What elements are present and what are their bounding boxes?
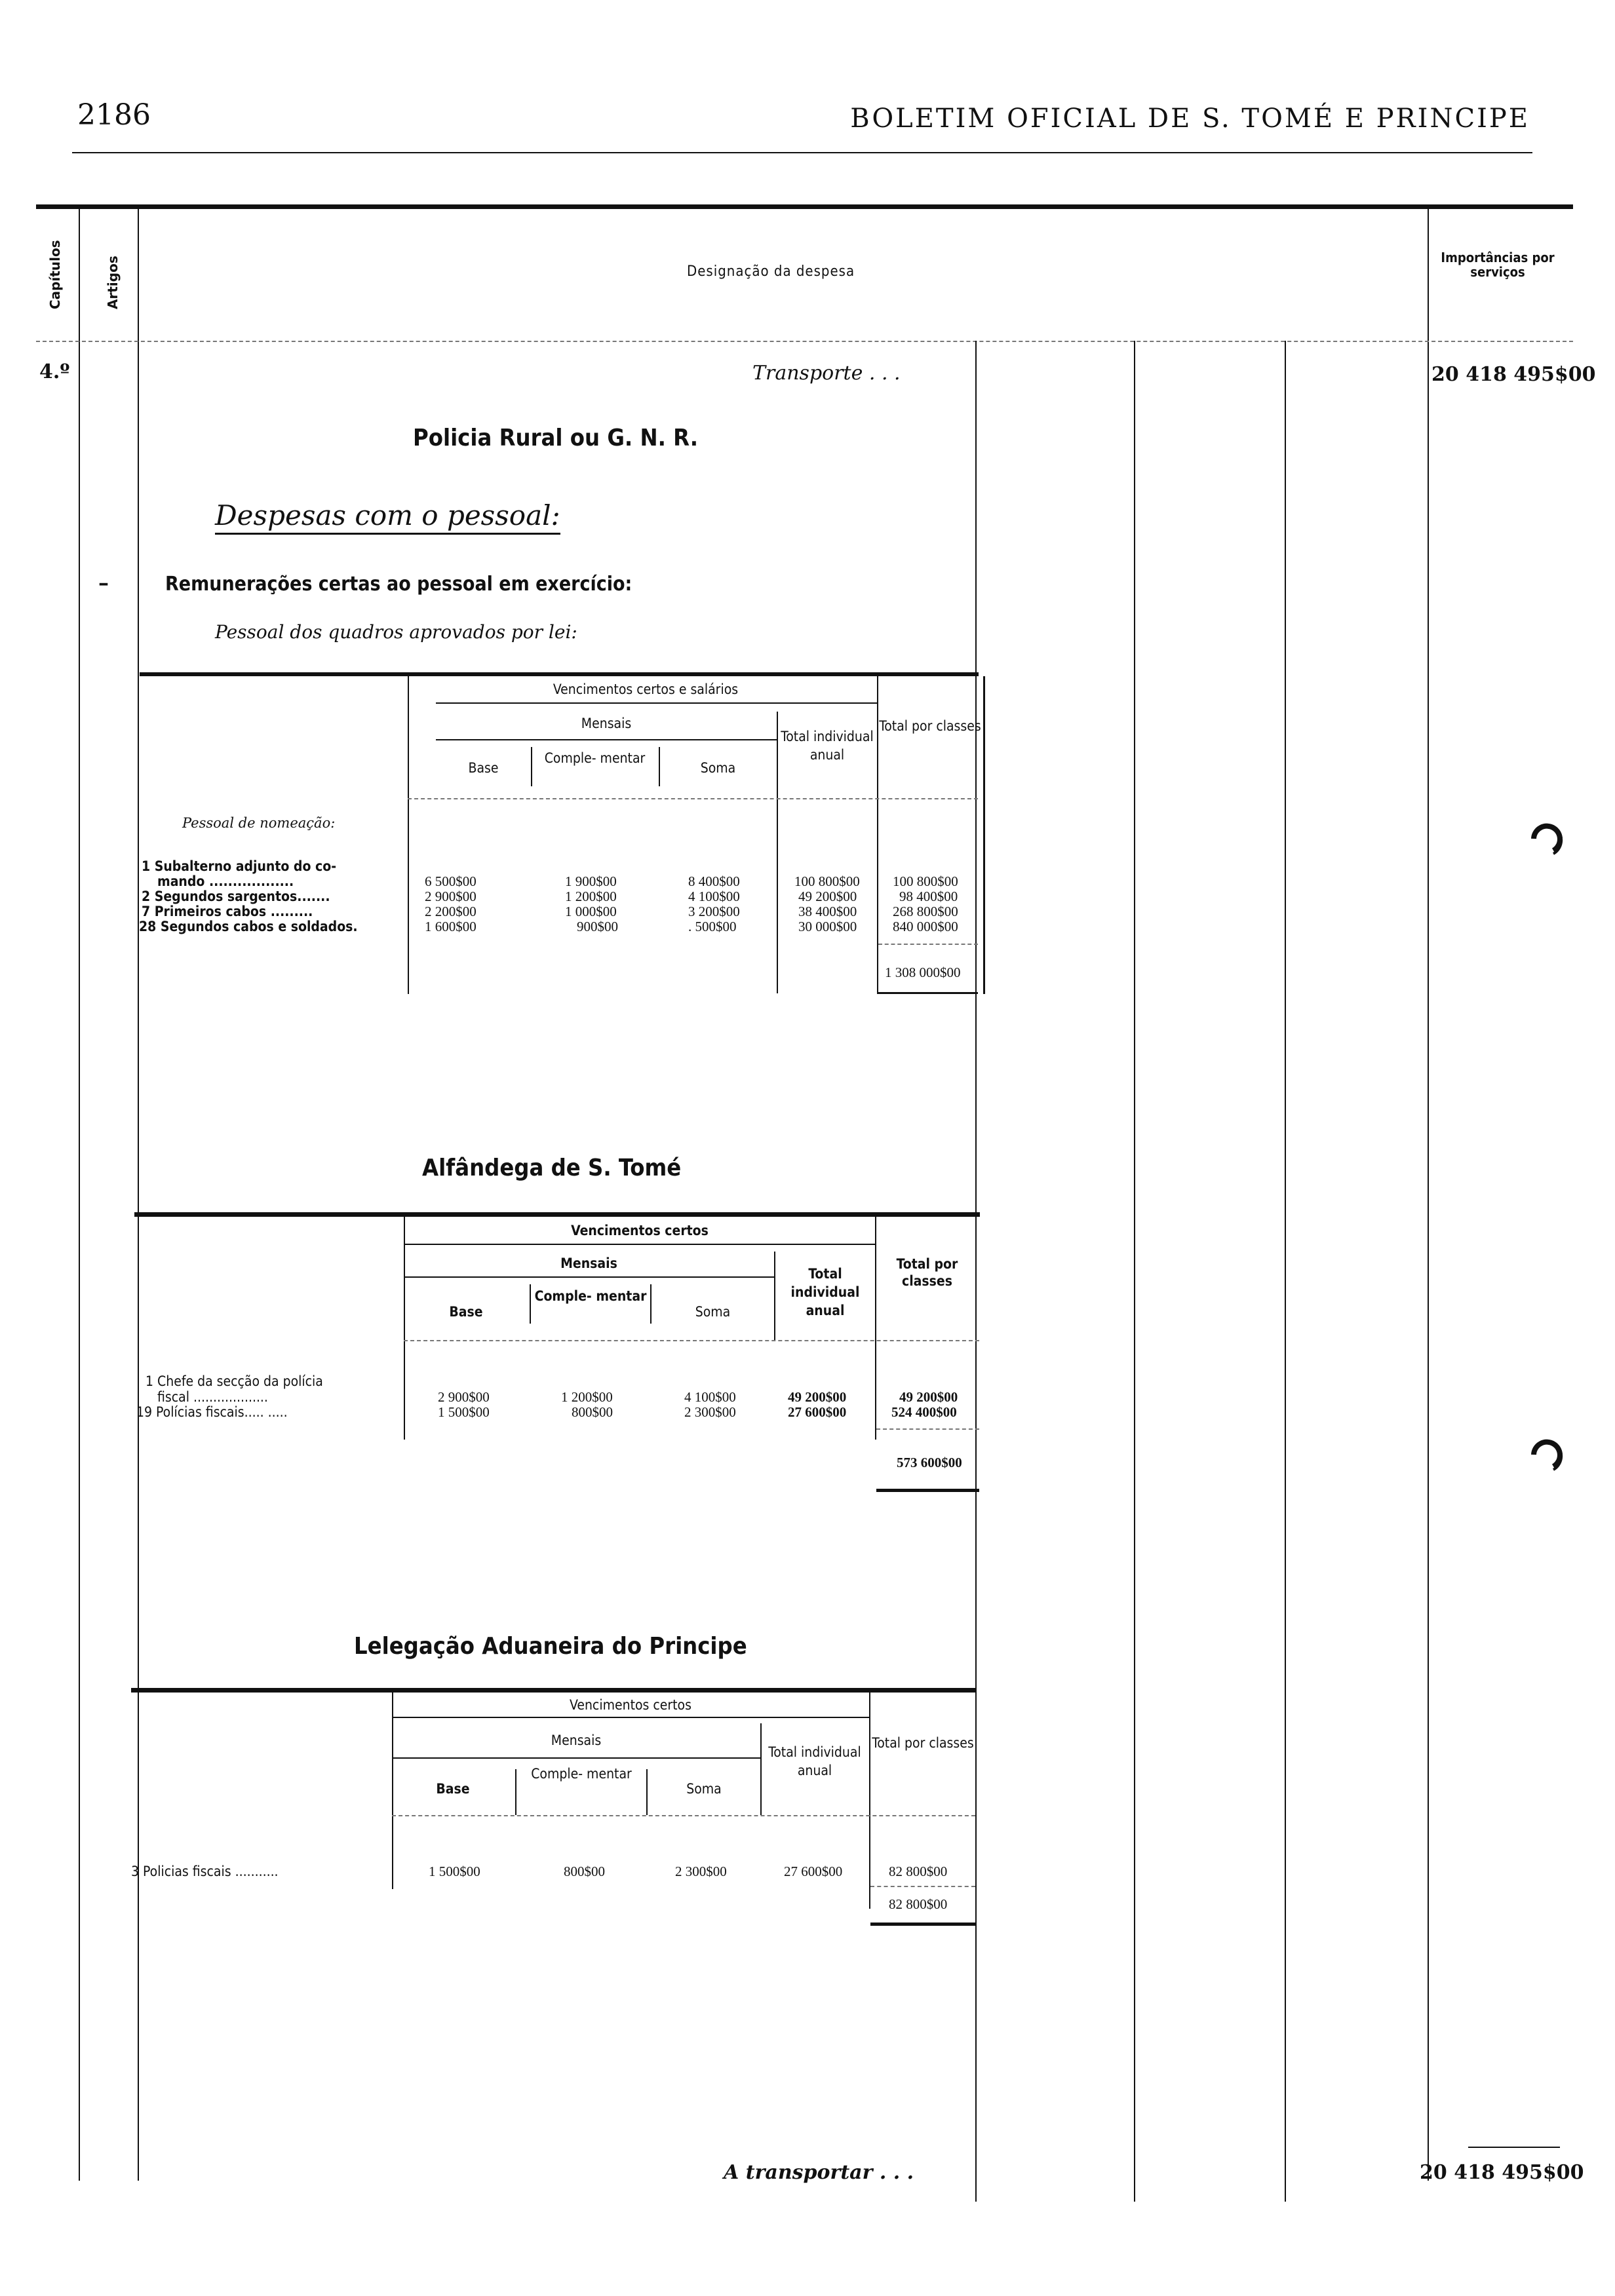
a-transportar-value: 20 418 495$00 bbox=[1420, 2161, 1584, 2184]
section1-heading: Remunerações certas ao pessoal em exercício: bbox=[165, 573, 632, 596]
t1-row2-anual: 38 400$00 bbox=[798, 904, 857, 919]
table-top-rule bbox=[36, 204, 1573, 209]
t1-row1-comp: 1 200$00 bbox=[565, 889, 617, 904]
col-importancias: Importâncias por serviços bbox=[1441, 250, 1555, 280]
t3-row0-base: 1 500$00 bbox=[429, 1864, 480, 1879]
t3-row0-soma: 2 300$00 bbox=[675, 1864, 727, 1879]
header-rule bbox=[72, 152, 1532, 153]
t1-row0-anual: 100 800$00 bbox=[794, 873, 860, 889]
t1-col-anual: Total individual anual bbox=[781, 729, 874, 763]
t1-group-header: Vencimentos certos e salários bbox=[553, 681, 739, 697]
t2-col-soma: Soma bbox=[695, 1304, 731, 1320]
section1-title: Policia Rural ou G. N. R. bbox=[413, 425, 699, 451]
t2-row1-classes: 524 400$00 bbox=[891, 1404, 957, 1420]
t1-col-soma: Soma bbox=[700, 760, 736, 776]
t3-col-anual: Total individual anual bbox=[768, 1744, 861, 1778]
transporte-value: 20 418 495$00 bbox=[1431, 363, 1596, 386]
t1-col-comp: Comple- mentar bbox=[544, 750, 646, 766]
t2-row0-base: 2 900$00 bbox=[438, 1389, 490, 1405]
punch-hole-icon bbox=[1521, 1428, 1573, 1481]
t2-total: 573 600$00 bbox=[897, 1455, 962, 1470]
t1-row3-classes: 840 000$00 bbox=[893, 919, 958, 934]
t3-row0-label1: 3 Policias fiscais ........... bbox=[131, 1864, 279, 1879]
section1-artigo: – bbox=[98, 570, 109, 595]
t1-row2-comp: 1 000$00 bbox=[565, 904, 617, 919]
t3-total: 82 800$00 bbox=[889, 1896, 948, 1912]
t3-group-header: Vencimentos certos bbox=[570, 1697, 691, 1713]
t1-col-base: Base bbox=[468, 760, 499, 776]
t3-col-comp: Comple- mentar bbox=[531, 1766, 632, 1782]
t1-row3-base: 1 600$00 bbox=[425, 919, 477, 934]
t1-row0-classes: 100 800$00 bbox=[893, 873, 958, 889]
t2-row0-label1: 1 Chefe da secção da polícia bbox=[146, 1373, 323, 1389]
col-divider-2 bbox=[138, 208, 139, 2181]
t1-row0-label1: 1 Subalterno adjunto do co- bbox=[142, 858, 337, 874]
col-divider-1 bbox=[79, 208, 80, 2181]
t2-mensais: Mensais bbox=[560, 1255, 617, 1271]
a-transportar-label: A transportar . . . bbox=[724, 2161, 914, 2184]
t3-mensais: Mensais bbox=[551, 1732, 602, 1748]
t2-row0-label2: fiscal ................... bbox=[157, 1389, 268, 1405]
t3-col-soma: Soma bbox=[686, 1781, 722, 1797]
t3-row0-comp: 800$00 bbox=[564, 1864, 605, 1879]
t1-row3-comp: 900$00 bbox=[577, 919, 618, 934]
header-bottom-rule bbox=[36, 341, 1573, 342]
t2-row0-soma: 4 100$00 bbox=[684, 1389, 736, 1405]
t1-row3-soma: . 500$00 bbox=[688, 919, 737, 934]
chapter-number: 4.º bbox=[39, 360, 70, 383]
t2-col-base: Base bbox=[449, 1304, 483, 1320]
t2-row1-comp: 800$00 bbox=[572, 1404, 613, 1420]
t1-row0-comp: 1 900$00 bbox=[565, 873, 617, 889]
t1-row0-base: 6 500$00 bbox=[425, 873, 477, 889]
t2-group-header: Vencimentos certos bbox=[571, 1223, 709, 1238]
running-title: BOLETIM OFICIAL DE S. TOMÉ E PRINCIPE bbox=[850, 104, 1530, 134]
t3-row0-anual: 27 600$00 bbox=[784, 1864, 843, 1879]
t2-row1-label1: 19 Polícias fiscais..... ..... bbox=[136, 1404, 288, 1420]
section1-subtitle: Despesas com o pessoal: bbox=[215, 499, 560, 535]
t2-row1-anual: 27 600$00 bbox=[788, 1404, 847, 1420]
t1-col-classes: Total por classes bbox=[879, 718, 981, 734]
page-number: 2186 bbox=[77, 98, 151, 132]
t1-row2-classes: 268 800$00 bbox=[893, 904, 958, 919]
money-col-b bbox=[1134, 341, 1135, 2202]
col-artigos: Artigos bbox=[105, 256, 121, 309]
t1-row0-soma: 8 400$00 bbox=[688, 873, 740, 889]
t1-row2-label1: 7 Primeiros cabos ......... bbox=[142, 904, 313, 919]
t3-col-base: Base bbox=[436, 1781, 470, 1797]
t2-row0-anual: 49 200$00 bbox=[788, 1389, 847, 1405]
col-capitulos: Capítulos bbox=[47, 240, 63, 309]
t1-row1-anual: 49 200$00 bbox=[798, 889, 857, 904]
t1-row2-base: 2 200$00 bbox=[425, 904, 477, 919]
section3-title: Lelegação Aduaneira do Principe bbox=[354, 1633, 747, 1660]
t2-row0-comp: 1 200$00 bbox=[561, 1389, 613, 1405]
transporte-label: Transporte . . . bbox=[752, 362, 901, 385]
t1-row2-soma: 3 200$00 bbox=[688, 904, 740, 919]
t1-row1-base: 2 900$00 bbox=[425, 889, 477, 904]
section2-title: Alfândega de S. Tomé bbox=[422, 1155, 682, 1181]
t3-col-classes: Total por classes bbox=[872, 1735, 974, 1751]
t2-col-comp: Comple- mentar bbox=[534, 1288, 647, 1304]
footer-value-rule bbox=[1468, 2147, 1560, 2148]
col-divider-3 bbox=[1428, 208, 1429, 2181]
t1-group-label: Pessoal de nomeação: bbox=[182, 815, 336, 831]
t1-mensais: Mensais bbox=[581, 716, 632, 731]
t2-col-anual: Total individual anual bbox=[790, 1266, 860, 1318]
t2-row1-base: 1 500$00 bbox=[438, 1404, 490, 1420]
t1-row1-classes: 98 400$00 bbox=[899, 889, 958, 904]
punch-hole-icon bbox=[1521, 813, 1573, 865]
t1-row3-label1: 28 Segundos cabos e soldados. bbox=[139, 919, 358, 934]
t1-row1-label1: 2 Segundos sargentos....... bbox=[142, 889, 330, 904]
t1-row3-anual: 30 000$00 bbox=[798, 919, 857, 934]
t2-row1-soma: 2 300$00 bbox=[684, 1404, 736, 1420]
t1-row0-label2: mando .................. bbox=[157, 873, 294, 889]
money-col-c bbox=[1285, 341, 1286, 2202]
t1-row1-soma: 4 100$00 bbox=[688, 889, 740, 904]
t1-total: 1 308 000$00 bbox=[885, 965, 961, 980]
col-designacao: Designação da despesa bbox=[687, 263, 855, 280]
t2-col-classes: Total por classes bbox=[896, 1256, 958, 1289]
t2-row0-classes: 49 200$00 bbox=[899, 1389, 958, 1405]
section1-subheading: Pessoal dos quadros aprovados por lei: bbox=[215, 621, 577, 643]
t3-row0-classes: 82 800$00 bbox=[889, 1864, 948, 1879]
